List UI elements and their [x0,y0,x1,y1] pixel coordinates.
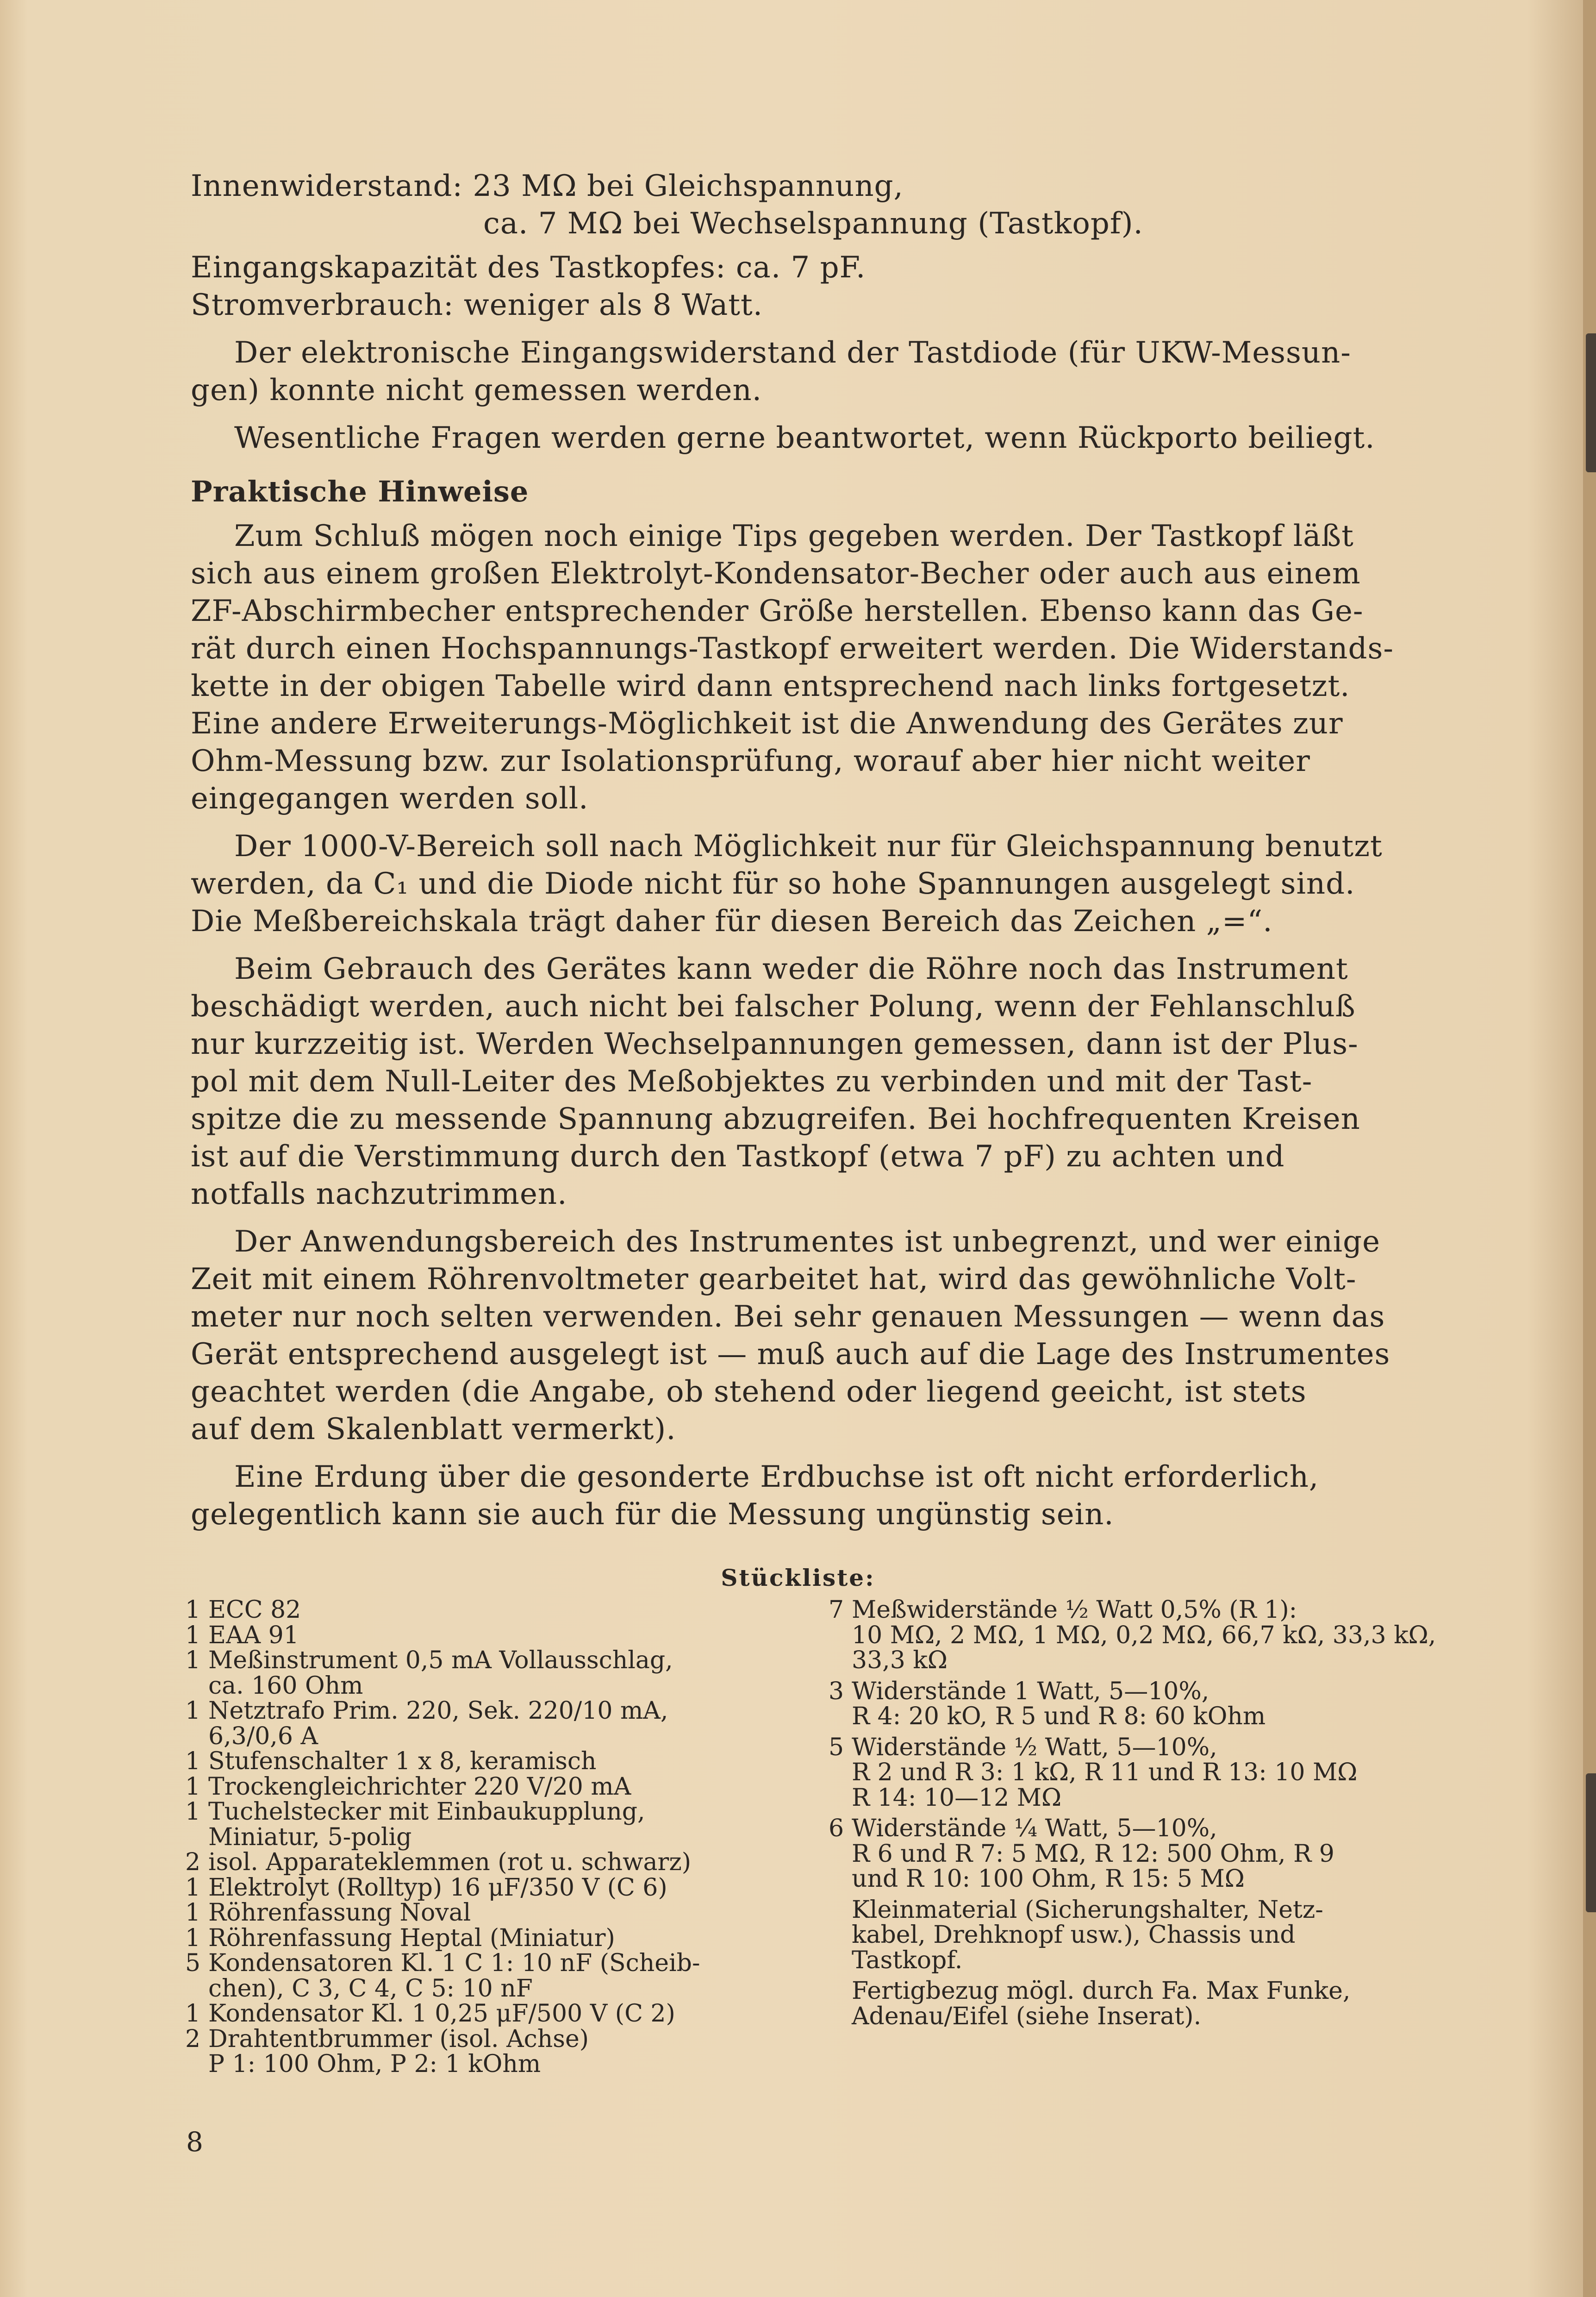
parts-list-item-continued [185,1825,801,1850]
text-line: pol mit dem Null-Leiter des Meßobjektes zu verbinden und mit der Tast- [191,1064,1313,1099]
item-quantity: 1 [185,1924,201,1952]
parts-list-item [185,2027,801,2052]
item-text: isol. Apparateklemmen (rot u. schwarz) [208,1848,692,1876]
item-text: Tastkopf. [852,1946,963,1974]
parts-list-item [185,1951,801,1976]
text-line: kette in der obigen Tabelle wird dann entsprechend nach links fortgesetzt. [191,669,1350,703]
parts-list-item [829,1679,1430,1704]
item-quantity: 5 [185,1949,201,1977]
item-text: Kondensator Kl. 1 0,25 μF/500 V (C 2) [208,2000,675,2028]
item-quantity: 6 [829,1815,844,1842]
parts-list-item-continued [829,1866,1430,1892]
spec-line: ca. 7 MΩ bei Wechselspannung (Tastkopf). [483,207,1143,241]
text-line: Der elektronische Eingangswiderstand der Tastdiode (für UKW-Messun- [234,336,1351,370]
text-line: eingegangen werden soll. [191,782,589,816]
item-quantity: 1 [185,1772,201,1801]
item-quantity: 1 [185,1873,201,1902]
page-number: 8 [186,2126,203,2158]
parts-list-item-continued [829,1648,1430,1673]
item-quantity: 7 [829,1596,844,1624]
item-text: Trockengleichrichter 220 V/20 mA [208,1772,631,1801]
text-line: Zeit mit einem Röhrenvoltmeter gearbeitet hat, wird das gewöhnliche Volt- [191,1262,1357,1296]
parts-list-left [185,1597,801,2077]
item-text: R 4: 20 kO, R 5 und R 8: 60 kOhm [852,1702,1266,1730]
paragraph-diode [191,334,1427,409]
item-text: Elektrolyt (Rolltyp) 16 μF/350 V (C 6) [208,1873,667,1902]
parts-list-item-continued [185,1724,801,1749]
item-quantity: 5 [829,1733,844,1761]
parts-list-item [185,1850,801,1875]
item-text: 10 MΩ, 2 MΩ, 1 MΩ, 0,2 MΩ, 66,7 kΩ, 33,3 kΩ, [852,1621,1436,1649]
parts-list-item [185,2001,801,2027]
item-text: 33,3 kΩ [852,1646,948,1674]
text-line: meter nur noch selten verwenden. Bei sehr genauen Messungen — wenn das [191,1300,1385,1334]
text-line: Beim Gebrauch des Gerätes kann weder die Röhre noch das Instrument [234,952,1348,986]
item-text: R 14: 10—12 MΩ [852,1784,1062,1812]
parts-list-item-continued [829,1704,1430,1729]
parts-list-item-continued [185,1673,801,1699]
staple-top [1586,333,1596,472]
text-line: Eine Erdung über die gesonderte Erdbuchse ist oft nicht erforderlich, [234,1460,1319,1494]
parts-list-item [185,1698,801,1724]
spec-line: Innenwiderstand: 23 MΩ bei Gleichspannung, [191,169,904,203]
section-heading: Praktische Hinweise [191,475,529,508]
parts-list-item [829,1897,1430,1923]
item-quantity: 1 [185,1899,201,1927]
parts-list-item [185,1623,801,1648]
item-text: Fertigbezug mögl. durch Fa. Max Funke, [852,1977,1351,2005]
parts-list-item [185,1926,801,1951]
item-quantity: 1 [185,1798,201,1826]
item-text: Tuchelstecker mit Einbaukupplung, [208,1798,645,1826]
item-text: Röhrenfassung Heptal (Miniatur) [208,1924,615,1952]
parts-list-item [185,1900,801,1926]
text-line: ZF-Abschirmbecher entsprechender Größe herstellen. Ebenso kann das Ge- [191,594,1364,628]
parts-list-item-continued [185,2052,801,2077]
parts-list-item [829,1816,1430,1841]
item-text: Miniatur, 5-polig [208,1823,412,1851]
parts-list-item-continued [829,1760,1430,1785]
item-text: EAA 91 [208,1621,299,1649]
parts-list-item [185,1875,801,1901]
parts-list-item [185,1648,801,1673]
item-quantity: 1 [185,1596,201,1624]
item-text: Drahtentbrummer (isol. Achse) [208,2025,589,2053]
item-text: und R 10: 100 Ohm, R 15: 5 MΩ [852,1865,1245,1893]
item-text: 6,3/0,6 A [208,1722,318,1750]
text-line: gelegentlich kann sie auch für die Messung ungünstig sein. [191,1497,1114,1532]
text-line: ist auf die Verstimmung durch den Tastkopf (etwa 7 pF) zu achten und [191,1139,1285,1174]
parts-list-item-continued [829,1785,1430,1811]
item-text: Widerstände 1 Watt, 5—10%, [852,1677,1209,1705]
item-text: R 6 und R 7: 5 MΩ, R 12: 500 Ohm, R 9 [852,1840,1334,1868]
parts-list-item-continued [829,1948,1430,1973]
item-quantity: 3 [829,1677,844,1705]
item-text: Meßinstrument 0,5 mA Vollausschlag, [208,1646,673,1674]
text-line: Ohm-Messung bzw. zur Isolationsprüfung, worauf aber hier nicht weiter [191,744,1310,778]
text-line: Zum Schluß mögen noch einige Tips gegeben werden. Der Tastkopf läßt [234,519,1354,553]
item-text: Adenau/Eifel (siehe Inserat). [852,2002,1202,2030]
item-text: ECC 82 [208,1596,301,1624]
text-line: Der Anwendungsbereich des Instrumentes ist unbegrenzt, und wer einige [234,1225,1380,1259]
parts-list-item-continued [829,1922,1430,1948]
parts-list-item [185,1749,801,1774]
text-line: rät durch einen Hochspannungs-Tastkopf erweitert werden. Die Widerstands- [191,632,1394,666]
text-line: werden, da C₁ und die Diode nicht für so hohe Spannungen ausgelegt sind. [191,867,1355,901]
staple-bottom [1586,1773,1596,1912]
parts-list-item [829,1597,1430,1623]
item-quantity: 1 [185,1646,201,1674]
item-text: Widerstände ¼ Watt, 5—10%, [852,1815,1217,1842]
paragraph-range [191,1223,1427,1448]
item-text: Stufenschalter 1 x 8, keramisch [208,1747,597,1775]
spec-line: Eingangskapazität des Tastkopfes: ca. 7 pF. [191,250,866,285]
item-text: ca. 160 Ohm [208,1671,363,1700]
item-quantity: 2 [185,2025,201,2053]
body-text [191,168,1427,1533]
parts-list-item [185,1597,801,1623]
item-text: Röhrenfassung Noval [208,1899,471,1927]
item-text: R 2 und R 3: 1 kΩ, R 11 und R 13: 10 MΩ [852,1759,1358,1786]
text-line: spitze die zu messende Spannung abzugreifen. Bei hochfrequenten Kreisen [191,1102,1360,1136]
parts-list-item [185,1774,801,1800]
parts-list-title: Stückliste: [721,1564,875,1591]
item-text: Kondensatoren Kl. 1 C 1: 10 nF (Scheib- [208,1949,700,1977]
item-text: chen), C 3, C 4, C 5: 10 nF [208,1974,533,2003]
text-line: Die Meßbereichskala trägt daher für diesen Bereich das Zeichen „=“. [191,904,1273,939]
text-line: geachtet werden (die Angabe, ob stehend oder liegend geeicht, ist stets [191,1375,1307,1409]
item-text: Widerstände ½ Watt, 5—10%, [852,1733,1217,1761]
parts-list-item-continued [185,1976,801,2002]
paragraph-questions [191,419,1427,457]
paragraph-tips [191,518,1427,818]
parts-list-right [829,1596,1436,2030]
text-line: gen) konnte nicht gemessen werden. [191,373,762,407]
item-quantity: 1 [185,1697,201,1725]
item-quantity: 1 [185,2000,201,2028]
parts-list-item [829,1735,1430,1760]
parts-list-item [829,1978,1430,2004]
item-quantity: 1 [185,1621,201,1649]
text-line: nur kurzzeitig ist. Werden Wechselpannungen gemessen, dann ist der Plus- [191,1027,1359,1061]
text-line: sich aus einem großen Elektrolyt-Kondensator-Becher oder auch aus einem [191,557,1361,591]
item-text: Netztrafo Prim. 220, Sek. 220/10 mA, [208,1697,668,1725]
text-line: Der 1000-V-Bereich soll nach Möglichkeit nur für Gleichspannung benutzt [234,829,1383,864]
item-text: kabel, Drehknopf usw.), Chassis und [852,1921,1296,1949]
paragraph-usage [191,951,1427,1213]
parts-list-item-continued [829,1841,1430,1867]
item-text: P 1: 100 Ohm, P 2: 1 kOhm [208,2050,541,2078]
item-quantity: 1 [185,1747,201,1775]
text-line: Eine andere Erweiterungs-Möglichkeit ist die Anwendung des Gerätes zur [191,707,1343,741]
paragraph-ground [191,1458,1427,1533]
paragraph-1000v [191,828,1427,940]
parts-list-item-continued [829,1621,1436,1649]
item-quantity: 2 [185,1848,201,1876]
item-text: Meßwiderstände ½ Watt 0,5% (R 1): [852,1596,1297,1624]
parts-list-item [185,1799,801,1825]
text-line: auf dem Skalenblatt vermerkt). [191,1412,676,1446]
parts-list-item-continued [829,2004,1430,2029]
item-text: Kleinmaterial (Sicherungshalter, Netz- [852,1896,1323,1924]
text-line: Gerät entsprechend ausgelegt ist — muß auch auf die Lage des Instrumentes [191,1337,1390,1371]
text-line: Wesentliche Fragen werden gerne beantwortet, wenn Rückporto beiliegt. [234,421,1375,455]
text-line: notfalls nachzutrimmen. [191,1177,567,1211]
spec-line: Stromverbrauch: weniger als 8 Watt. [191,288,763,322]
text-line: beschädigt werden, auch nicht bei falscher Polung, wenn der Fehlanschluß [191,989,1356,1024]
